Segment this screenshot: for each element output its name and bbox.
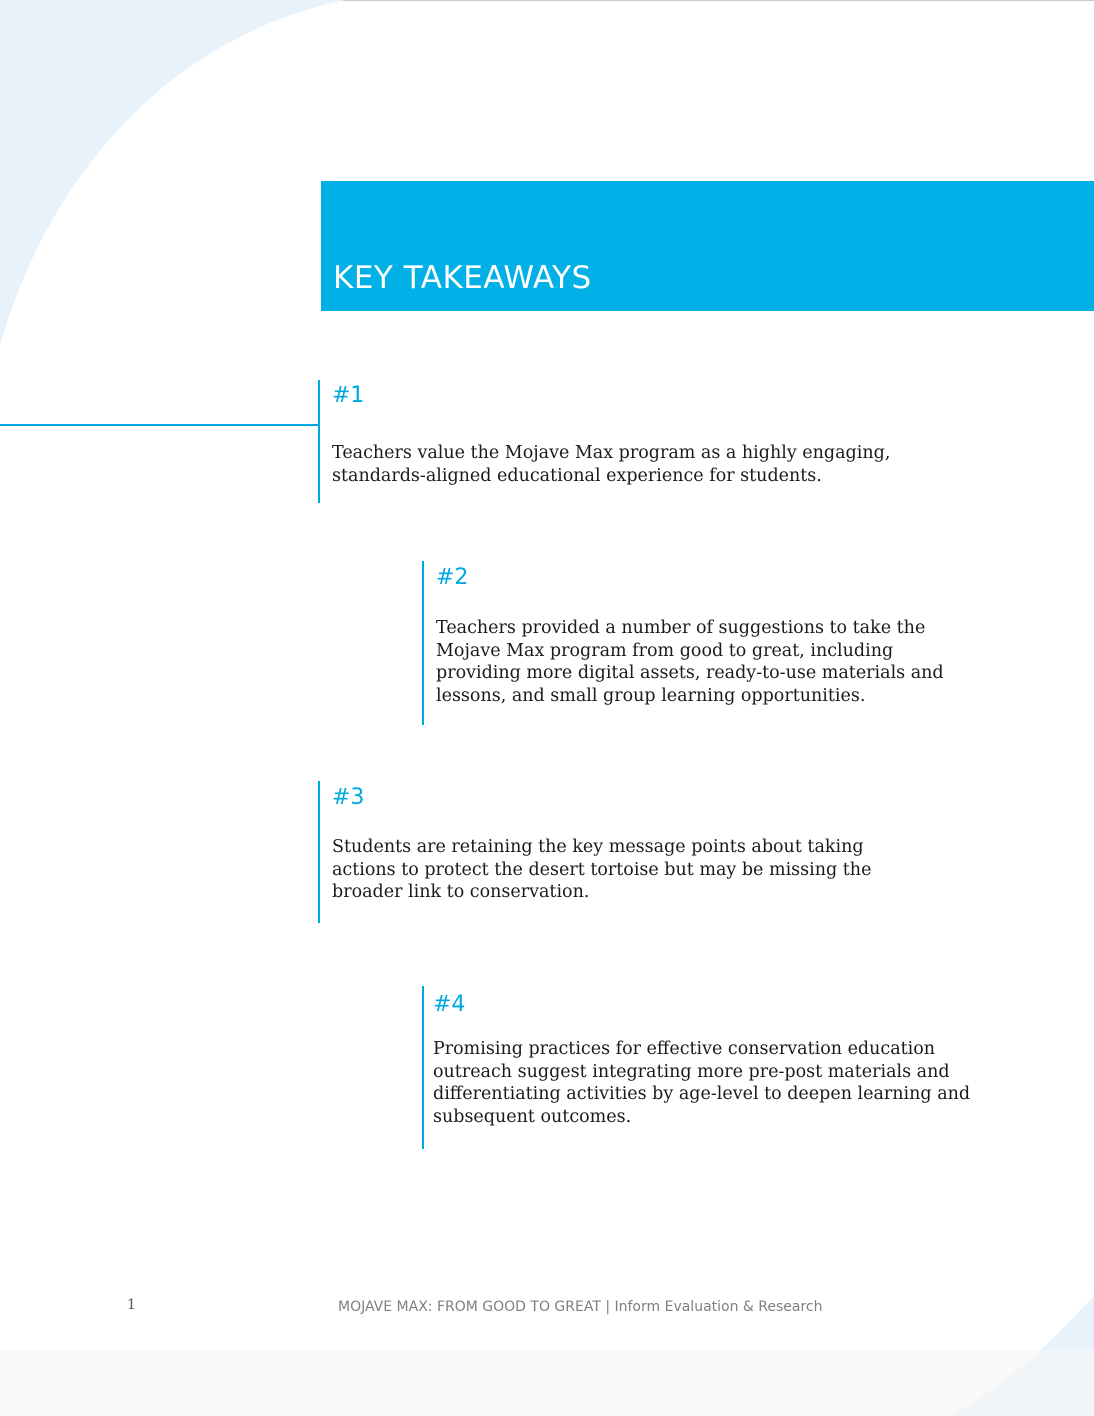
takeaway-1 bbox=[318, 380, 908, 503]
takeaway-text: Students are retaining the key message points about taking actions to protect the desert tortoise but may be missing the broader link to conservation. bbox=[332, 837, 872, 902]
takeaway-number: #3 bbox=[332, 785, 365, 810]
takeaway-2 bbox=[422, 561, 982, 725]
footer-text: MOJAVE MAX: FROM GOOD TO GREAT | Inform Evaluation & Research bbox=[338, 1299, 823, 1315]
title-banner bbox=[321, 181, 1094, 311]
takeaway-4 bbox=[422, 986, 1002, 1149]
takeaway-text: Teachers value the Mojave Max program as a highly engaging, standards-aligned educational experience for students. bbox=[332, 443, 891, 486]
takeaway-3 bbox=[318, 781, 908, 923]
takeaway-number: #1 bbox=[332, 383, 365, 408]
takeaway-text: Promising practices for effective conservation education outreach suggest integrating more pre-post materials and differentiating activities by age-level to deepen learning and subsequent outcomes. bbox=[433, 1039, 971, 1127]
takeaway-text: Teachers provided a number of suggestions to take the Mojave Max program from good to great, including providing more digital assets, ready-to-use materials and lessons, and small group learning opportunities. bbox=[436, 618, 944, 706]
background-bottom-fade bbox=[0, 1350, 1094, 1416]
page-number: 1 bbox=[127, 1297, 136, 1313]
connector-line bbox=[0, 424, 319, 426]
page-title: KEY TAKEAWAYS bbox=[333, 260, 592, 296]
takeaway-number: #2 bbox=[436, 565, 469, 590]
takeaway-number: #4 bbox=[433, 992, 466, 1017]
background-swoosh-top-left bbox=[0, 0, 345, 345]
